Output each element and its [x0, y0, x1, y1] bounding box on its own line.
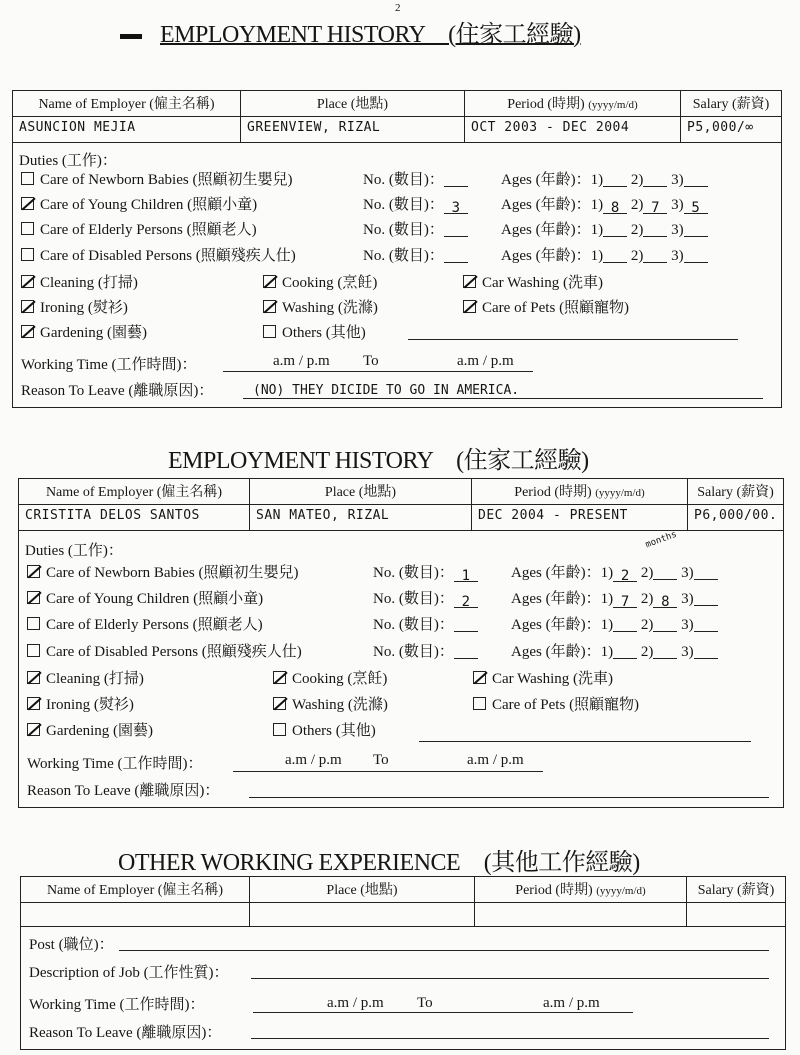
- reason-field[interactable]: (NO) THEY DICIDE TO GO IN AMERICA.: [253, 383, 520, 398]
- section1-title: EMPLOYMENT HISTORY (住家工經驗): [160, 22, 581, 48]
- disabled-count: No. (數目)：: [373, 640, 478, 661]
- elderly-count: No. (數目)：: [363, 218, 468, 239]
- time-from[interactable]: a.m / p.m: [285, 752, 342, 768]
- duties-label: Duties (工作)：: [19, 153, 117, 169]
- post-field[interactable]: [119, 950, 769, 951]
- section3-title: OTHER WORKING EXPERIENCE (其他工作經驗): [118, 850, 640, 876]
- header-period: Period (時期) (yyyy/m/d): [475, 877, 687, 903]
- duty-cleaning: Cleaning (打掃): [21, 271, 138, 292]
- duty-cooking: Cooking (烹飪): [273, 667, 387, 688]
- reason-label: Reason To Leave (離職原因)：: [27, 783, 220, 799]
- duty-washing: Washing (洗滌): [263, 296, 378, 317]
- period-field[interactable]: DEC 2004 - PRESENT: [472, 505, 688, 530]
- young-count: No. (數目)： 3: [363, 193, 468, 214]
- disabled-ages: Ages (年齡)：1) 2) 3): [501, 244, 708, 265]
- duty-carwash: Car Washing (洗車): [473, 667, 613, 688]
- time-to-label: To: [417, 995, 433, 1011]
- duty-ironing: Ironing (熨衫): [27, 693, 134, 714]
- young-ages: Ages (年齡)：1) 7 2) 8 3): [511, 587, 718, 608]
- period-field[interactable]: OCT 2003 - DEC 2004: [465, 117, 681, 142]
- header-place: Place (地點): [250, 877, 475, 903]
- duty-newborn: Care of Newborn Babies (照顧初生嬰兒): [21, 168, 292, 189]
- reason-label: Reason To Leave (離職原因)：: [29, 1025, 222, 1041]
- header-name: Name of Employer (僱主名稱): [21, 877, 250, 903]
- employment-history-2: [18, 478, 784, 808]
- others-line[interactable]: [408, 339, 738, 340]
- time-to-label: To: [373, 752, 389, 768]
- others-line[interactable]: [419, 741, 751, 742]
- duty-disabled: Care of Disabled Persons (照顧殘疾人仕): [27, 640, 302, 661]
- duty-carwash: Car Washing (洗車): [463, 271, 603, 292]
- place-field[interactable]: [250, 903, 475, 926]
- working-time-label: Working Time (工作時間)：: [29, 997, 205, 1013]
- duty-young: Care of Young Children (照顧小童): [27, 587, 263, 608]
- young-ages: Ages (年齡)：1) 8 2) 7 3) 5: [501, 193, 708, 214]
- header-salary: Salary (薪資): [687, 877, 785, 903]
- header-period: Period (時期) (yyyy/m/d): [465, 91, 681, 117]
- reason-field[interactable]: [249, 797, 769, 798]
- duty-elderly: Care of Elderly Persons (照顧老人): [27, 613, 263, 634]
- header-period: Period (時期) (yyyy/m/d): [472, 479, 688, 505]
- elderly-ages: Ages (年齡)：1) 2) 3): [501, 218, 708, 239]
- header-place: Place (地點): [250, 479, 472, 505]
- duty-others: Others (其他): [263, 321, 366, 342]
- duty-pets: Care of Pets (照顧寵物): [463, 296, 629, 317]
- duty-gardening: Gardening (園藝): [21, 321, 147, 342]
- disabled-count: No. (數目)：: [363, 244, 468, 265]
- disabled-ages: Ages (年齡)：1) 2) 3): [511, 640, 718, 661]
- duty-washing: Washing (洗滌): [273, 693, 388, 714]
- duty-gardening: Gardening (園藝): [27, 719, 153, 740]
- duty-cooking: Cooking (烹飪): [263, 271, 377, 292]
- newborn-ages: Ages (年齡)：1) 2 2) 3): [511, 561, 718, 582]
- time-to-label: To: [363, 353, 379, 369]
- salary-field[interactable]: P5,000/∞: [687, 120, 754, 135]
- header-salary: Salary (薪資): [688, 479, 783, 505]
- duty-pets: Care of Pets (照顧寵物): [473, 693, 639, 714]
- newborn-count: No. (數目)： 1: [373, 561, 478, 582]
- employer-name-field[interactable]: ASUNCION MEJIA: [13, 117, 241, 142]
- salary-field[interactable]: [687, 903, 785, 926]
- employment-history-1: [12, 90, 782, 408]
- duty-newborn: Care of Newborn Babies (照顧初生嬰兒): [27, 561, 298, 582]
- place-field[interactable]: GREENVIEW, RIZAL: [241, 117, 465, 142]
- other-working-experience: [20, 876, 786, 1050]
- time-from[interactable]: a.m / p.m: [273, 353, 330, 369]
- months-note: months: [644, 529, 679, 551]
- description-label: Description of Job (工作性質)：: [29, 965, 229, 981]
- elderly-ages: Ages (年齡)：1) 2) 3): [511, 613, 718, 634]
- newborn-count: No. (數目)：: [363, 168, 468, 189]
- dash-mark: [120, 34, 142, 39]
- page-number: 2: [395, 2, 401, 14]
- header-name: Name of Employer (僱主名稱): [13, 91, 241, 117]
- duty-others: Others (其他): [273, 719, 376, 740]
- post-label: Post (職位)：: [29, 937, 114, 953]
- duty-disabled: Care of Disabled Persons (照顧殘疾人仕): [21, 244, 296, 265]
- header-name: Name of Employer (僱主名稱): [19, 479, 250, 505]
- checkbox[interactable]: [21, 172, 34, 185]
- working-time-label: Working Time (工作時間)：: [27, 756, 203, 772]
- checkbox[interactable]: [21, 222, 34, 235]
- header-place: Place (地點): [241, 91, 465, 117]
- reason-field[interactable]: [251, 1038, 769, 1039]
- young-count: No. (數目)： 2: [373, 587, 478, 608]
- duty-young: Care of Young Children (照顧小童): [21, 193, 257, 214]
- time-to[interactable]: a.m / p.m: [457, 353, 514, 369]
- employer-name-field[interactable]: [21, 903, 250, 926]
- place-field[interactable]: SAN MATEO, RIZAL: [250, 505, 472, 530]
- duty-ironing: Ironing (熨衫): [21, 296, 128, 317]
- elderly-count: No. (數目)：: [373, 613, 478, 634]
- duty-cleaning: Cleaning (打掃): [27, 667, 144, 688]
- salary-field[interactable]: P6,000/00.: [694, 508, 778, 523]
- time-to[interactable]: a.m / p.m: [467, 752, 524, 768]
- duty-elderly: Care of Elderly Persons (照顧老人): [21, 218, 257, 239]
- reason-label: Reason To Leave (離職原因)：: [21, 383, 214, 399]
- checkbox[interactable]: [21, 248, 34, 261]
- working-time-label: Working Time (工作時間)：: [21, 357, 197, 373]
- newborn-ages: Ages (年齡)：1) 2) 3): [501, 168, 708, 189]
- time-to[interactable]: a.m / p.m: [543, 995, 600, 1011]
- time-from[interactable]: a.m / p.m: [327, 995, 384, 1011]
- period-field[interactable]: [475, 903, 687, 926]
- section2-title: EMPLOYMENT HISTORY (住家工經驗): [168, 448, 589, 474]
- employer-name-field[interactable]: CRISTITA DELOS SANTOS: [19, 505, 250, 530]
- duties-label: Duties (工作)：: [25, 543, 123, 559]
- header-salary: Salary (薪資): [681, 91, 781, 117]
- description-field[interactable]: [251, 978, 769, 979]
- checkbox-checked[interactable]: [21, 197, 34, 210]
